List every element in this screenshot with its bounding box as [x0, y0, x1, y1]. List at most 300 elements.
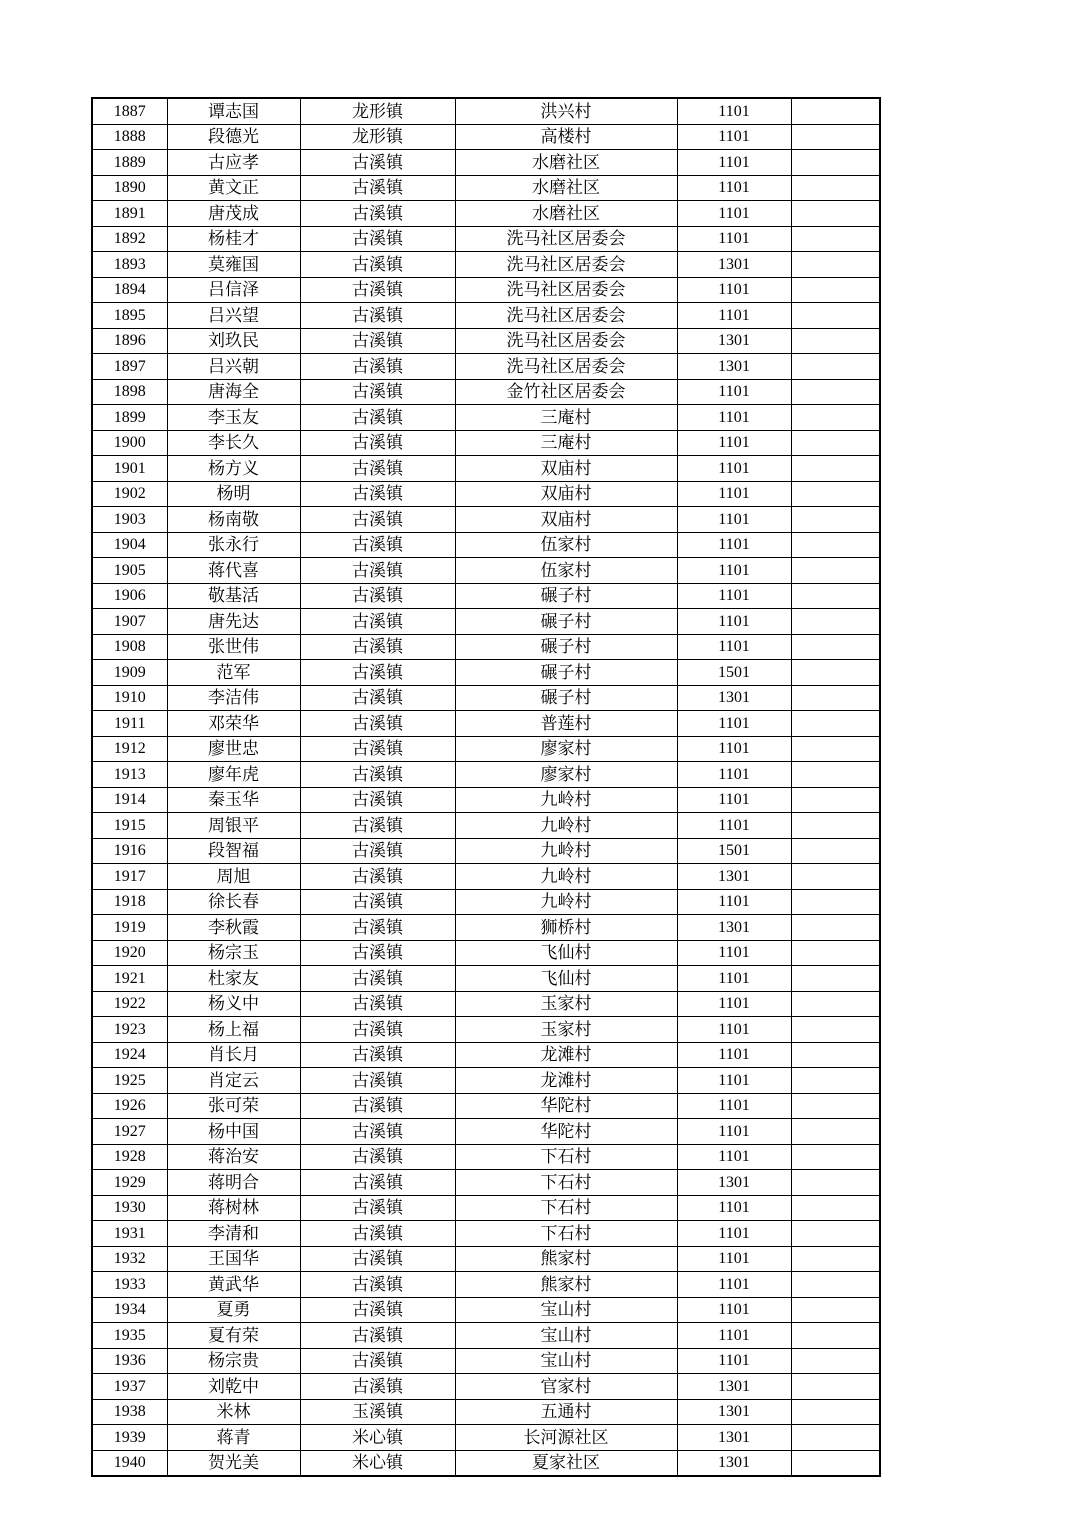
table-row: [92, 277, 880, 303]
code-cell: 1101: [677, 1119, 791, 1145]
code-cell: 1301: [677, 864, 791, 890]
town-cell: 古溪镇: [300, 609, 455, 635]
table-row: [92, 328, 880, 354]
village-cell: 官家村: [455, 1374, 677, 1400]
town-cell: 古溪镇: [300, 634, 455, 660]
row-number-cell: 1928: [92, 1144, 167, 1170]
table-row: [92, 1221, 880, 1247]
blank-cell: [791, 1017, 880, 1043]
blank-cell: [791, 1170, 880, 1196]
name-cell: 刘乾中: [167, 1374, 300, 1400]
blank-cell: [791, 456, 880, 482]
blank-cell: [791, 915, 880, 941]
table-row: [92, 966, 880, 992]
town-cell: 古溪镇: [300, 532, 455, 558]
village-cell: 三庵村: [455, 430, 677, 456]
row-number-cell: 1893: [92, 252, 167, 278]
row-number-cell: 1915: [92, 813, 167, 839]
town-cell: 古溪镇: [300, 1195, 455, 1221]
row-number-cell: 1940: [92, 1450, 167, 1476]
row-number-cell: 1917: [92, 864, 167, 890]
blank-cell: [791, 98, 880, 124]
village-cell: 宝山村: [455, 1348, 677, 1374]
town-cell: 古溪镇: [300, 328, 455, 354]
village-cell: 龙滩村: [455, 1068, 677, 1094]
name-cell: 杨上福: [167, 1017, 300, 1043]
town-cell: 古溪镇: [300, 1348, 455, 1374]
name-cell: 廖世忠: [167, 736, 300, 762]
blank-cell: [791, 277, 880, 303]
blank-cell: [791, 711, 880, 737]
village-cell: 飞仙村: [455, 940, 677, 966]
table-row: [92, 583, 880, 609]
blank-cell: [791, 1399, 880, 1425]
code-cell: 1101: [677, 405, 791, 431]
code-cell: 1101: [677, 940, 791, 966]
name-cell: 李清和: [167, 1221, 300, 1247]
table-row: [92, 813, 880, 839]
name-cell: 李秋霞: [167, 915, 300, 941]
blank-cell: [791, 252, 880, 278]
table-row: [92, 1399, 880, 1425]
blank-cell: [791, 813, 880, 839]
row-number-cell: 1923: [92, 1017, 167, 1043]
name-cell: 刘玖民: [167, 328, 300, 354]
row-number-cell: 1908: [92, 634, 167, 660]
name-cell: 杨南敬: [167, 507, 300, 533]
village-cell: 碾子村: [455, 660, 677, 686]
village-cell: 华陀村: [455, 1119, 677, 1145]
town-cell: 古溪镇: [300, 1221, 455, 1247]
town-cell: 古溪镇: [300, 711, 455, 737]
row-number-cell: 1902: [92, 481, 167, 507]
table-row: [92, 252, 880, 278]
row-number-cell: 1916: [92, 838, 167, 864]
code-cell: 1101: [677, 1017, 791, 1043]
row-number-cell: 1937: [92, 1374, 167, 1400]
village-cell: 三庵村: [455, 405, 677, 431]
village-cell: 洗马社区居委会: [455, 252, 677, 278]
village-cell: 玉家村: [455, 991, 677, 1017]
town-cell: 古溪镇: [300, 175, 455, 201]
blank-cell: [791, 1450, 880, 1476]
table-row: [92, 940, 880, 966]
blank-cell: [791, 175, 880, 201]
blank-cell: [791, 634, 880, 660]
town-cell: 古溪镇: [300, 583, 455, 609]
code-cell: 1101: [677, 1144, 791, 1170]
table-row: [92, 1374, 880, 1400]
name-cell: 肖定云: [167, 1068, 300, 1094]
village-cell: 五通村: [455, 1399, 677, 1425]
village-cell: 飞仙村: [455, 966, 677, 992]
village-cell: 洗马社区居委会: [455, 303, 677, 329]
town-cell: 古溪镇: [300, 660, 455, 686]
name-cell: 杜家友: [167, 966, 300, 992]
row-number-cell: 1924: [92, 1042, 167, 1068]
code-cell: 1101: [677, 98, 791, 124]
table-row: [92, 1042, 880, 1068]
village-cell: 下石村: [455, 1170, 677, 1196]
name-cell: 黄文正: [167, 175, 300, 201]
village-cell: 玉家村: [455, 1017, 677, 1043]
village-cell: 洗马社区居委会: [455, 328, 677, 354]
row-number-cell: 1887: [92, 98, 167, 124]
name-cell: 蒋治安: [167, 1144, 300, 1170]
code-cell: 1101: [677, 1323, 791, 1349]
code-cell: 1101: [677, 1093, 791, 1119]
town-cell: 古溪镇: [300, 685, 455, 711]
name-cell: 肖长月: [167, 1042, 300, 1068]
code-cell: 1301: [677, 1374, 791, 1400]
table-row: [92, 1323, 880, 1349]
village-cell: 九岭村: [455, 813, 677, 839]
name-cell: 李洁伟: [167, 685, 300, 711]
row-number-cell: 1900: [92, 430, 167, 456]
name-cell: 杨中国: [167, 1119, 300, 1145]
name-cell: 吕兴望: [167, 303, 300, 329]
row-number-cell: 1913: [92, 762, 167, 788]
town-cell: 古溪镇: [300, 1297, 455, 1323]
name-cell: 周旭: [167, 864, 300, 890]
name-cell: 蒋树林: [167, 1195, 300, 1221]
code-cell: 1101: [677, 1195, 791, 1221]
row-number-cell: 1934: [92, 1297, 167, 1323]
name-cell: 杨义中: [167, 991, 300, 1017]
row-number-cell: 1891: [92, 201, 167, 227]
town-cell: 古溪镇: [300, 762, 455, 788]
row-number-cell: 1890: [92, 175, 167, 201]
code-cell: 1101: [677, 1272, 791, 1298]
table-row: [92, 1297, 880, 1323]
row-number-cell: 1894: [92, 277, 167, 303]
blank-cell: [791, 660, 880, 686]
town-cell: 古溪镇: [300, 1272, 455, 1298]
town-cell: 古溪镇: [300, 736, 455, 762]
code-cell: 1101: [677, 1348, 791, 1374]
table-row: [92, 609, 880, 635]
code-cell: 1101: [677, 1068, 791, 1094]
table-row: [92, 1450, 880, 1476]
code-cell: 1101: [677, 1297, 791, 1323]
row-number-cell: 1932: [92, 1246, 167, 1272]
name-cell: 王国华: [167, 1246, 300, 1272]
row-number-cell: 1901: [92, 456, 167, 482]
town-cell: 古溪镇: [300, 405, 455, 431]
town-cell: 古溪镇: [300, 1374, 455, 1400]
name-cell: 蒋代喜: [167, 558, 300, 584]
town-cell: 古溪镇: [300, 915, 455, 941]
name-cell: 杨宗玉: [167, 940, 300, 966]
row-number-cell: 1910: [92, 685, 167, 711]
row-number-cell: 1935: [92, 1323, 167, 1349]
name-cell: 段德光: [167, 124, 300, 150]
blank-cell: [791, 303, 880, 329]
village-cell: 九岭村: [455, 787, 677, 813]
code-cell: 1101: [677, 175, 791, 201]
table-row: [92, 379, 880, 405]
blank-cell: [791, 1246, 880, 1272]
village-cell: 廖家村: [455, 736, 677, 762]
blank-cell: [791, 583, 880, 609]
blank-cell: [791, 940, 880, 966]
code-cell: 1301: [677, 685, 791, 711]
blank-cell: [791, 1425, 880, 1451]
table-row: [92, 507, 880, 533]
code-cell: 1101: [677, 1221, 791, 1247]
blank-cell: [791, 787, 880, 813]
blank-cell: [791, 1297, 880, 1323]
blank-cell: [791, 532, 880, 558]
name-cell: 唐先达: [167, 609, 300, 635]
blank-cell: [791, 966, 880, 992]
name-cell: 段智福: [167, 838, 300, 864]
row-number-cell: 1939: [92, 1425, 167, 1451]
row-number-cell: 1918: [92, 889, 167, 915]
code-cell: 1101: [677, 736, 791, 762]
village-cell: 廖家村: [455, 762, 677, 788]
name-cell: 周银平: [167, 813, 300, 839]
name-cell: 张世伟: [167, 634, 300, 660]
code-cell: 1301: [677, 1170, 791, 1196]
village-cell: 夏家社区: [455, 1450, 677, 1476]
blank-cell: [791, 379, 880, 405]
code-cell: 1101: [677, 303, 791, 329]
row-number-cell: 1895: [92, 303, 167, 329]
row-number-cell: 1896: [92, 328, 167, 354]
name-cell: 唐茂成: [167, 201, 300, 227]
name-cell: 蒋明合: [167, 1170, 300, 1196]
name-cell: 米林: [167, 1399, 300, 1425]
code-cell: 1101: [677, 609, 791, 635]
table-row: [92, 124, 880, 150]
town-cell: 古溪镇: [300, 201, 455, 227]
table-row: [92, 634, 880, 660]
village-cell: 伍家村: [455, 558, 677, 584]
blank-cell: [791, 150, 880, 176]
town-cell: 古溪镇: [300, 864, 455, 890]
table-row: [92, 991, 880, 1017]
name-cell: 邓荣华: [167, 711, 300, 737]
row-number-cell: 1892: [92, 226, 167, 252]
blank-cell: [791, 838, 880, 864]
code-cell: 1301: [677, 1450, 791, 1476]
village-cell: 九岭村: [455, 889, 677, 915]
town-cell: 古溪镇: [300, 1119, 455, 1145]
blank-cell: [791, 685, 880, 711]
name-cell: 吕信泽: [167, 277, 300, 303]
village-cell: 华陀村: [455, 1093, 677, 1119]
blank-cell: [791, 201, 880, 227]
name-cell: 杨桂才: [167, 226, 300, 252]
row-number-cell: 1933: [92, 1272, 167, 1298]
town-cell: 龙形镇: [300, 124, 455, 150]
blank-cell: [791, 481, 880, 507]
village-cell: 水磨社区: [455, 201, 677, 227]
row-number-cell: 1930: [92, 1195, 167, 1221]
blank-cell: [791, 1119, 880, 1145]
table-row: [92, 1068, 880, 1094]
row-number-cell: 1898: [92, 379, 167, 405]
table-row: [92, 889, 880, 915]
row-number-cell: 1897: [92, 354, 167, 380]
town-cell: 古溪镇: [300, 813, 455, 839]
town-cell: 古溪镇: [300, 1144, 455, 1170]
town-cell: 古溪镇: [300, 558, 455, 584]
town-cell: 古溪镇: [300, 354, 455, 380]
row-number-cell: 1888: [92, 124, 167, 150]
village-cell: 九岭村: [455, 864, 677, 890]
blank-cell: [791, 991, 880, 1017]
name-cell: 莫雍国: [167, 252, 300, 278]
code-cell: 1501: [677, 838, 791, 864]
town-cell: 古溪镇: [300, 1323, 455, 1349]
village-cell: 熊家村: [455, 1246, 677, 1272]
blank-cell: [791, 354, 880, 380]
town-cell: 古溪镇: [300, 1017, 455, 1043]
village-cell: 宝山村: [455, 1323, 677, 1349]
town-cell: 古溪镇: [300, 430, 455, 456]
village-cell: 伍家村: [455, 532, 677, 558]
table-row: [92, 1195, 880, 1221]
blank-cell: [791, 1348, 880, 1374]
town-cell: 龙形镇: [300, 98, 455, 124]
code-cell: 1101: [677, 430, 791, 456]
code-cell: 1301: [677, 1399, 791, 1425]
blank-cell: [791, 1042, 880, 1068]
name-cell: 李玉友: [167, 405, 300, 431]
row-number-cell: 1904: [92, 532, 167, 558]
town-cell: 古溪镇: [300, 1042, 455, 1068]
row-number-cell: 1911: [92, 711, 167, 737]
name-cell: 廖年虎: [167, 762, 300, 788]
code-cell: 1101: [677, 456, 791, 482]
town-cell: 古溪镇: [300, 150, 455, 176]
row-number-cell: 1903: [92, 507, 167, 533]
row-number-cell: 1931: [92, 1221, 167, 1247]
table-row: [92, 1144, 880, 1170]
blank-cell: [791, 558, 880, 584]
table-row: [92, 685, 880, 711]
code-cell: 1501: [677, 660, 791, 686]
code-cell: 1101: [677, 124, 791, 150]
town-cell: 古溪镇: [300, 456, 455, 482]
code-cell: 1101: [677, 558, 791, 584]
town-cell: 古溪镇: [300, 1246, 455, 1272]
village-cell: 碾子村: [455, 583, 677, 609]
table-row: [92, 787, 880, 813]
code-cell: 1101: [677, 762, 791, 788]
village-cell: 碾子村: [455, 609, 677, 635]
table-row: [92, 762, 880, 788]
blank-cell: [791, 1144, 880, 1170]
blank-cell: [791, 609, 880, 635]
village-cell: 长河源社区: [455, 1425, 677, 1451]
row-number-cell: 1938: [92, 1399, 167, 1425]
table-row: [92, 864, 880, 890]
blank-cell: [791, 1195, 880, 1221]
row-number-cell: 1929: [92, 1170, 167, 1196]
blank-cell: [791, 1374, 880, 1400]
blank-cell: [791, 889, 880, 915]
table-row: [92, 1119, 880, 1145]
table-row: [92, 481, 880, 507]
village-cell: 下石村: [455, 1144, 677, 1170]
village-cell: 金竹社区居委会: [455, 379, 677, 405]
blank-cell: [791, 1068, 880, 1094]
code-cell: 1301: [677, 1425, 791, 1451]
town-cell: 古溪镇: [300, 507, 455, 533]
town-cell: 古溪镇: [300, 481, 455, 507]
blank-cell: [791, 405, 880, 431]
code-cell: 1301: [677, 915, 791, 941]
name-cell: 敬基活: [167, 583, 300, 609]
table-row: [92, 456, 880, 482]
code-cell: 1301: [677, 252, 791, 278]
village-cell: 普莲村: [455, 711, 677, 737]
blank-cell: [791, 1272, 880, 1298]
table-row: [92, 1093, 880, 1119]
name-cell: 古应孝: [167, 150, 300, 176]
name-cell: 秦玉华: [167, 787, 300, 813]
village-cell: 洗马社区居委会: [455, 354, 677, 380]
blank-cell: [791, 124, 880, 150]
name-cell: 贺光美: [167, 1450, 300, 1476]
blank-cell: [791, 507, 880, 533]
code-cell: 1101: [677, 481, 791, 507]
data-table: [91, 97, 881, 1477]
code-cell: 1101: [677, 889, 791, 915]
table-row: [92, 532, 880, 558]
table-body: [92, 98, 880, 1476]
code-cell: 1101: [677, 1246, 791, 1272]
code-cell: 1101: [677, 532, 791, 558]
table-row: [92, 226, 880, 252]
village-cell: 水磨社区: [455, 150, 677, 176]
row-number-cell: 1922: [92, 991, 167, 1017]
row-number-cell: 1914: [92, 787, 167, 813]
name-cell: 吕兴朝: [167, 354, 300, 380]
name-cell: 徐长春: [167, 889, 300, 915]
table-row: [92, 1246, 880, 1272]
town-cell: 古溪镇: [300, 1170, 455, 1196]
town-cell: 古溪镇: [300, 252, 455, 278]
code-cell: 1101: [677, 1042, 791, 1068]
blank-cell: [791, 762, 880, 788]
row-number-cell: 1909: [92, 660, 167, 686]
table-row: [92, 175, 880, 201]
name-cell: 唐海全: [167, 379, 300, 405]
village-cell: 双庙村: [455, 456, 677, 482]
table-row: [92, 150, 880, 176]
code-cell: 1301: [677, 328, 791, 354]
row-number-cell: 1936: [92, 1348, 167, 1374]
code-cell: 1101: [677, 813, 791, 839]
blank-cell: [791, 864, 880, 890]
row-number-cell: 1919: [92, 915, 167, 941]
name-cell: 蒋青: [167, 1425, 300, 1451]
blank-cell: [791, 1093, 880, 1119]
village-cell: 洗马社区居委会: [455, 277, 677, 303]
name-cell: 杨明: [167, 481, 300, 507]
town-cell: 古溪镇: [300, 940, 455, 966]
code-cell: 1301: [677, 354, 791, 380]
name-cell: 张永行: [167, 532, 300, 558]
town-cell: 米心镇: [300, 1450, 455, 1476]
table-row: [92, 1170, 880, 1196]
table-row: [92, 405, 880, 431]
table-row: [92, 303, 880, 329]
